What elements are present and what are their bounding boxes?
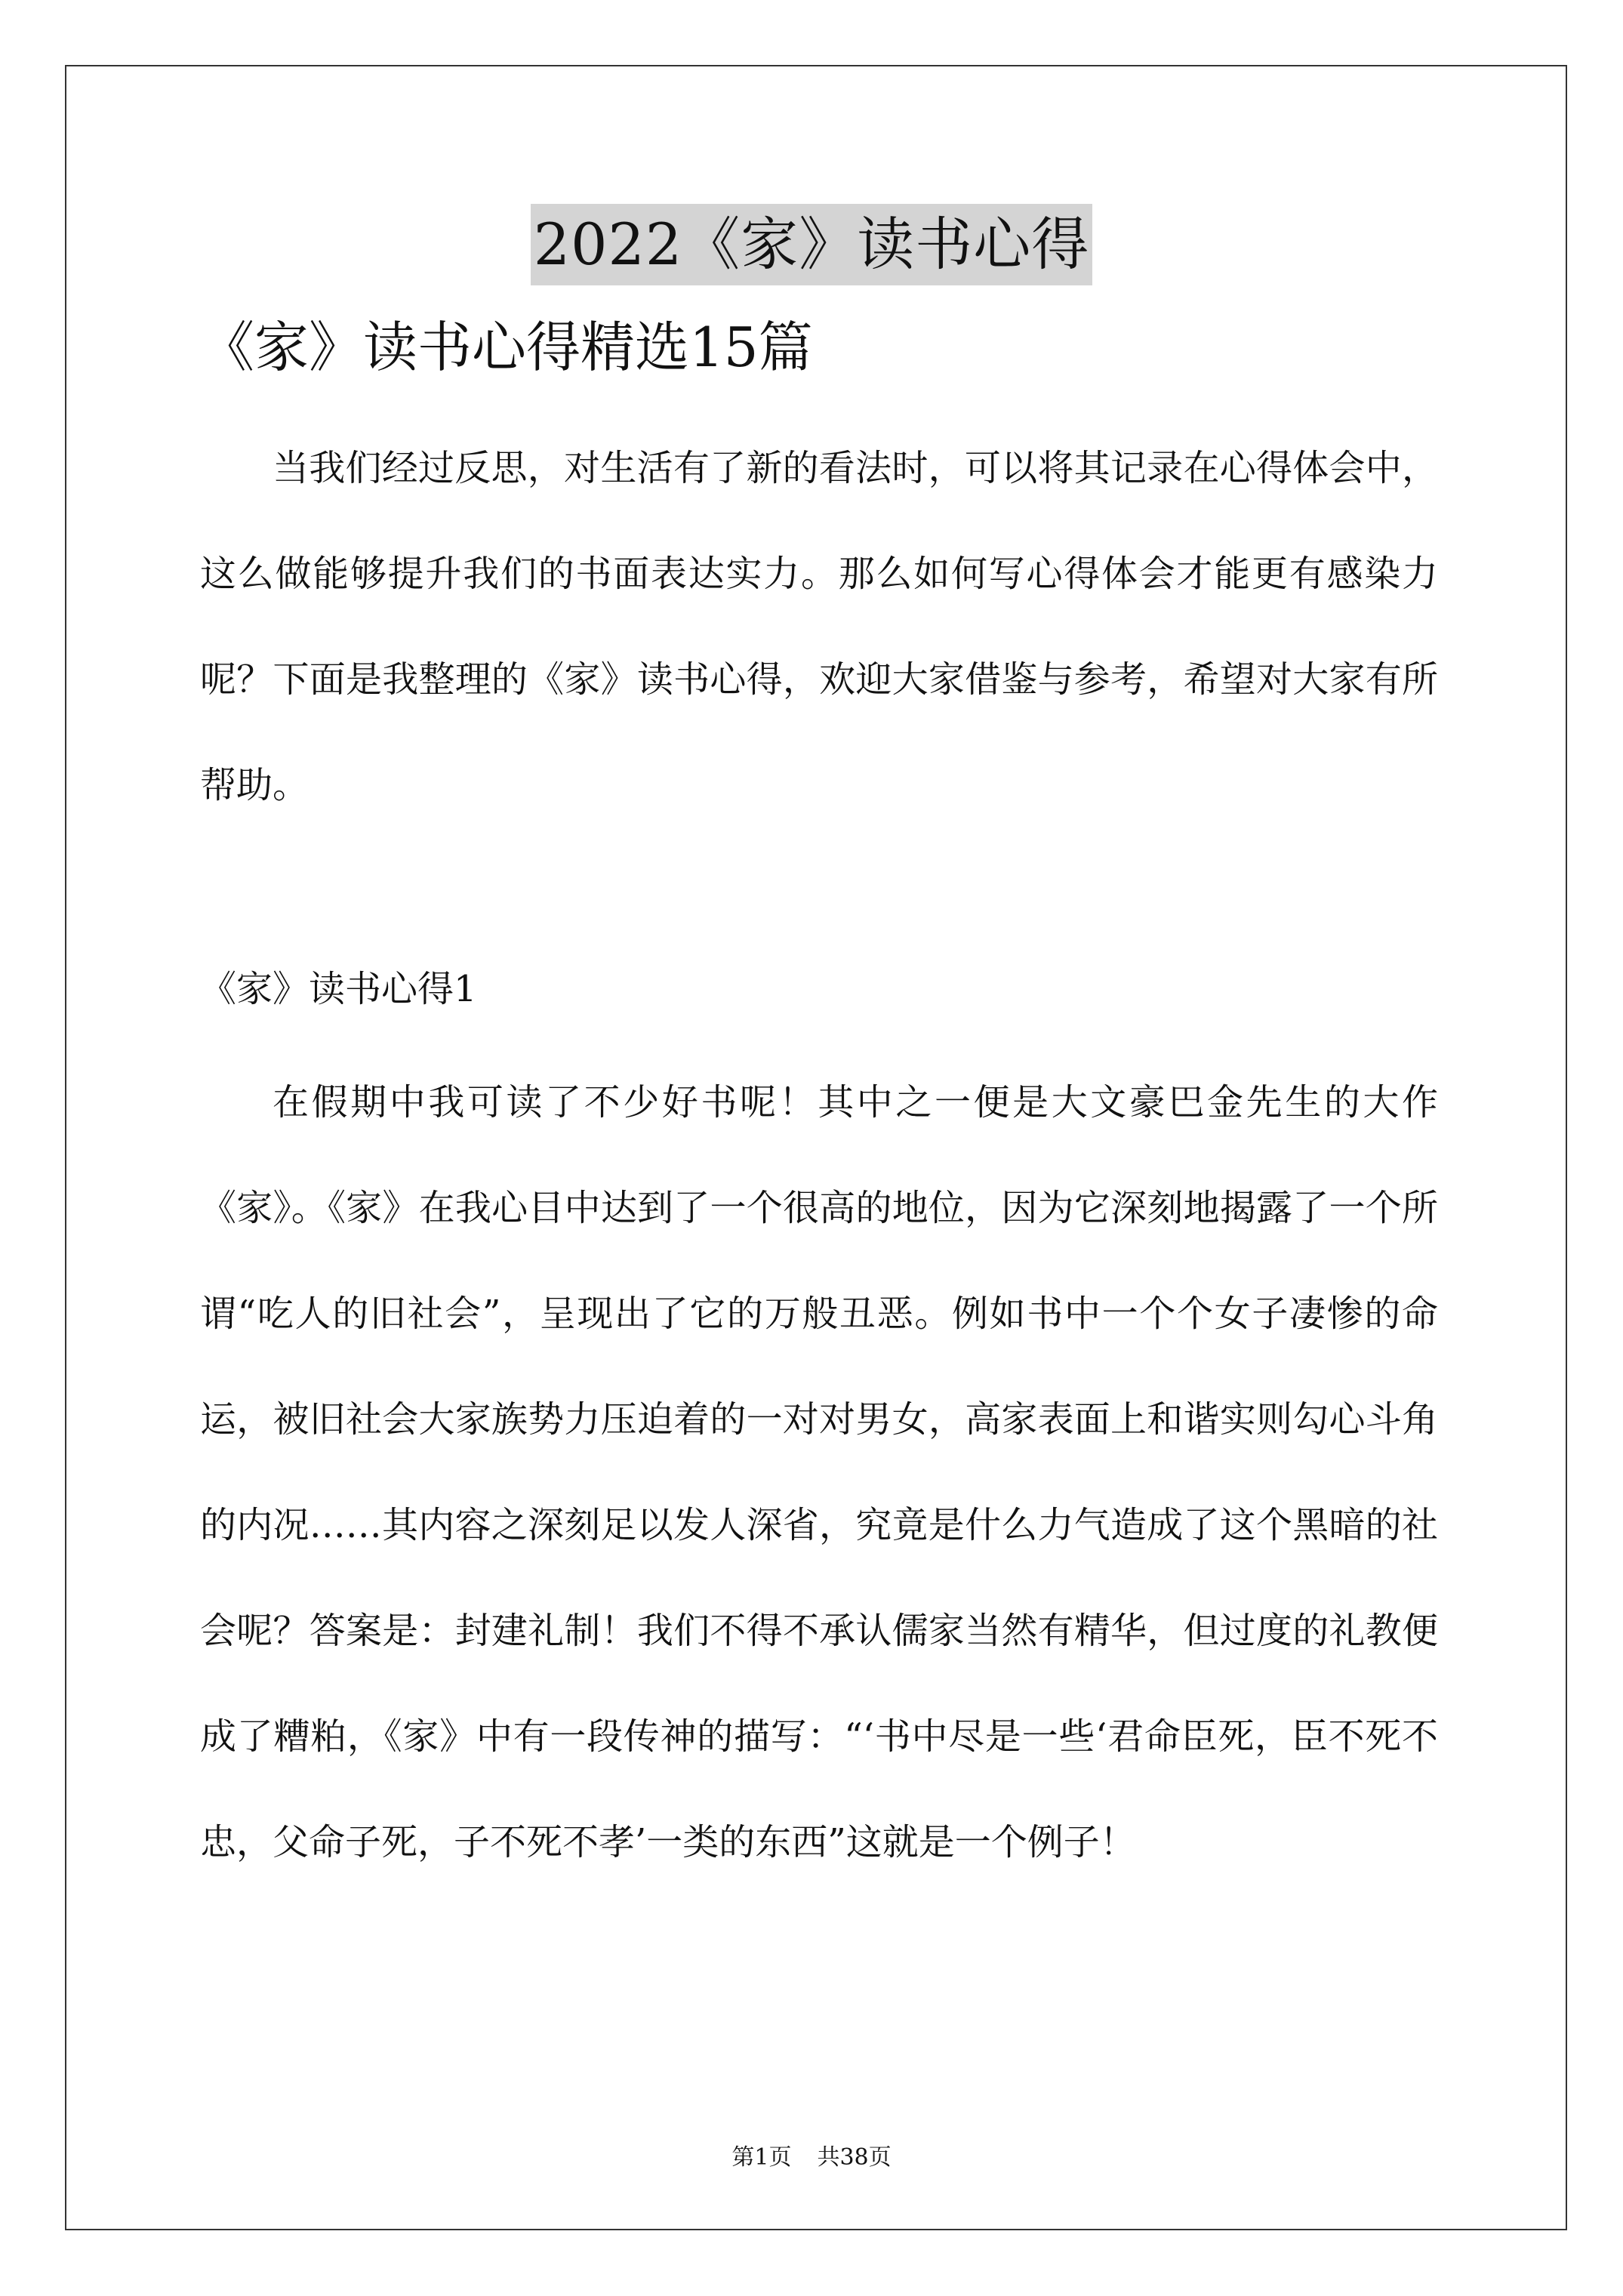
title-container — [0, 204, 1623, 285]
document-body — [200, 310, 1438, 1895]
page-number: 第1页 — [731, 2144, 792, 2171]
intro-paragraph: 当我们经过反思，对生活有了新的看法时，可以将其记录在心得体会中，这么做能够提升我们的书面表达实力。那么如何写心得体会才能更有感染力呢？下面是我整理的《家》读书心得，欢迎大家借鉴与参考，希望对大家有所帮助。 — [200, 447, 1438, 806]
document-subtitle: 《家》读书心得精选15篇 — [200, 316, 813, 379]
section-heading: 《家》读书心得1 — [200, 968, 477, 1010]
section-paragraph: 在假期中我可读了不少好书呢！其中之一便是大文豪巴金先生的大作《家》。《家》在我心目中达到了一个很高的地位，因为它深刻地揭露了一个所谓“吃人的旧社会”，呈现出了它的万般丑恶。例如书中一个个女子凄惨的命运，被旧社会大家族势力压迫着的一对对男女，高家表面上和谐实则勾心斗角的内况……其内容之深刻足以发人深省，究竟是什么力气造成了这个黑暗的社会呢？答案是：封建礼制！我们不得不承认儒家当然有精华，但过度的礼教便成了糟粕，《家》中有一段传神的描写：“‘书中尽是一些‘君命臣死，臣不死不忠，父命子死，子不死不孝’一类的东西”这就是一个例子！ — [200, 1081, 1438, 1863]
page-footer — [0, 2143, 1623, 2173]
document-title: 2022《家》读书心得 — [531, 204, 1092, 285]
page-total: 共38页 — [817, 2144, 892, 2171]
